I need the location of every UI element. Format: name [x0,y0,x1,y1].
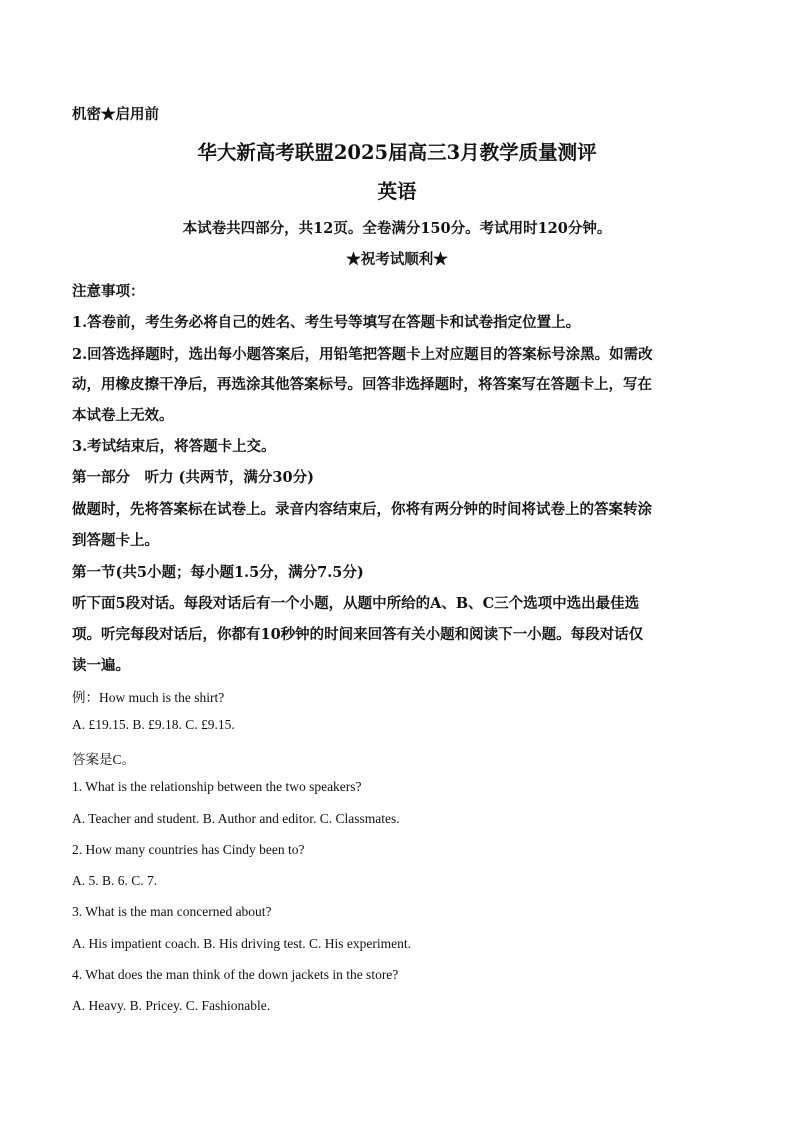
part1-instructions-line-2: 到答题卡上。 [72,532,159,549]
part1-heading: 第一部分 听力 (共两节，满分30分) [72,469,314,486]
note-item-2-line-3: 本试卷上无效。 [72,407,174,424]
question-2-options: A. 5. B. 6. C. 7. [72,873,158,888]
question-3: 3. What is the man concerned about? [72,904,272,919]
section1-instructions-line-3: 读一遍。 [72,657,130,674]
question-4: 4. What does the man think of the down jackets in the store? [72,967,399,982]
question-2: 2. How many countries has Cindy been to? [72,842,305,857]
exam-title: 华大新高考联盟2025届高三3月教学质量测评 [197,141,597,164]
question-1: 1. What is the relationship between the two speakers? [72,779,362,794]
section1-heading: 第一节(共5小题；每小题1.5分，满分7.5分) [72,564,364,581]
part1-instructions-line-1: 做题时，先将答案标在试卷上。录音内容结束后，你将有两分钟的时间将试卷上的答案转涂 [72,501,652,518]
question-4-options: A. Heavy. B. Pricey. C. Fashionable. [72,998,271,1013]
subject-title: 英语 [377,180,417,203]
question-3-options: A. His impatient coach. B. His driving test. C. His experiment. [72,936,411,951]
exam-wish: ★祝考试顺利★ [346,251,448,268]
notes-heading: 注意事项： [72,283,145,300]
section1-instructions-line-1: 听下面5段对话。每段对话后有一个小题，从题中所给的A、B、C三个选项中选出最佳选 [72,595,640,612]
exam-info: 本试卷共四部分，共12页。全卷满分150分。考试用时120分钟。 [182,220,612,237]
question-1-options: A. Teacher and student. B. Author and editor. C. Classmates. [72,811,400,826]
confidential-label: 机密★启用前 [72,106,159,123]
note-item-1: 1.答卷前，考生务必将自己的姓名、考生号等填写在答题卡和试卷指定位置上。 [72,314,581,331]
note-item-2-line-1: 2.回答选择题时，选出每小题答案后，用铅笔把答题卡上对应题目的答案标号涂黑。如需改 [72,346,653,363]
note-item-2-line-2: 动，用橡皮擦干净后，再选涂其他答案标号。回答非选择题时，将答案写在答题卡上，写在 [72,376,652,393]
note-item-3: 3.考试结束后，将答题卡上交。 [72,438,276,455]
section1-instructions-line-2: 项。听完每段对话后，你都有10秒钟的时间来回答有关小题和阅读下一小题。每段对话仅 [72,626,644,643]
example-options: A. £19.15. B. £9.18. C. £9.15. [72,717,235,732]
example-answer: 答案是C。 [72,752,136,767]
example-question: 例：How much is the shirt? [72,690,225,705]
